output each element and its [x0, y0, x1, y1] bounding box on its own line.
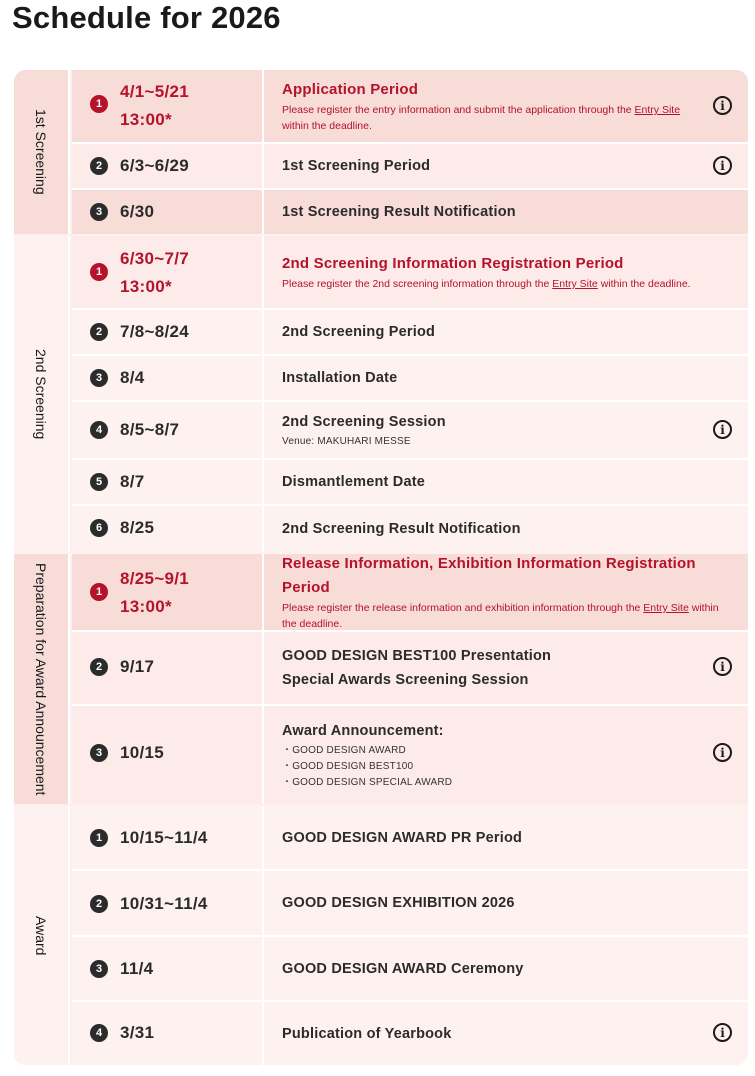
- step-number: 3: [90, 960, 108, 978]
- date: 9/17: [120, 657, 155, 676]
- event-title-secondary: Special Awards Screening Session: [282, 672, 529, 688]
- table-row: [72, 871, 748, 937]
- info-icon[interactable]: i: [713, 657, 732, 676]
- table-row: [72, 806, 748, 871]
- info-icon[interactable]: i: [713, 420, 732, 439]
- table-row: [72, 402, 748, 460]
- event-title: GOOD DESIGN BEST100 Presentation: [282, 648, 552, 664]
- date: 6/30~7/7 13:00*: [120, 249, 190, 296]
- info-icon[interactable]: i: [713, 156, 732, 175]
- entry-site-link[interactable]: Entry Site: [552, 278, 598, 290]
- event-title: Installation Date: [282, 370, 398, 386]
- step-number: 2: [90, 658, 108, 676]
- table-row: [72, 70, 748, 144]
- table-row: [72, 310, 748, 356]
- event-title: 2nd Screening Period: [282, 324, 436, 340]
- step-number: 4: [90, 421, 108, 439]
- date: 4/1~5/21 13:00*: [120, 82, 190, 129]
- event-note: Please register the 2nd screening information through the Entry Site within the deadline.: [282, 278, 691, 290]
- entry-site-link[interactable]: Entry Site: [634, 104, 681, 116]
- step-number: 2: [90, 895, 108, 913]
- section-label: Award: [14, 806, 70, 1065]
- step-number: 3: [90, 744, 108, 762]
- date: 8/4: [120, 368, 145, 387]
- table-row: [72, 554, 748, 632]
- award-list-item: ・GOOD DESIGN SPECIAL AWARD: [282, 777, 453, 788]
- event-title: Award Announcement:: [282, 723, 444, 739]
- section-award-preparation: [14, 554, 748, 804]
- page-title: Schedule for 2026: [12, 0, 281, 35]
- event-title: Release Information, Exhibition Information Registration Period: [282, 555, 696, 596]
- section-label: 2nd Screening: [14, 236, 70, 552]
- date: 10/15~11/4: [120, 828, 208, 847]
- table-row: [72, 937, 748, 1002]
- schedule-table: [14, 70, 748, 1065]
- info-icon[interactable]: i: [713, 1023, 732, 1042]
- section-label: 1st Screening: [14, 70, 70, 234]
- step-number: 2: [90, 323, 108, 341]
- date: 10/31~11/4: [120, 894, 208, 913]
- info-icon[interactable]: i: [713, 743, 732, 762]
- date: 8/5~8/7: [120, 420, 180, 439]
- date: 8/25: [120, 518, 155, 537]
- section-award: [14, 806, 748, 1065]
- event-title: Publication of Yearbook: [282, 1025, 452, 1042]
- step-number: 1: [90, 263, 108, 281]
- date: 10/15: [120, 743, 165, 762]
- date: 8/7: [120, 472, 145, 491]
- info-icon[interactable]: i: [713, 96, 732, 115]
- event-title: 2nd Screening Result Notification: [282, 521, 521, 537]
- event-title: Dismantlement Date: [282, 474, 425, 490]
- table-row: [72, 236, 748, 310]
- step-number: 4: [90, 1024, 108, 1042]
- step-number: 1: [90, 95, 108, 113]
- step-number: 5: [90, 473, 108, 491]
- award-list-item: ・GOOD DESIGN BEST100: [282, 761, 414, 772]
- step-number: 1: [90, 829, 108, 847]
- date: 6/3~6/29: [120, 156, 190, 175]
- table-row: [72, 706, 748, 804]
- table-row: [72, 1002, 748, 1065]
- table-row: [72, 632, 748, 706]
- step-number: 6: [90, 519, 108, 537]
- date: 8/25~9/1 13:00*: [120, 569, 190, 616]
- table-row: [72, 190, 748, 234]
- event-title: GOOD DESIGN AWARD PR Period: [282, 829, 523, 846]
- date: 3/31: [120, 1023, 155, 1042]
- entry-site-link[interactable]: Entry Site: [643, 602, 689, 614]
- event-note: Please register the entry information and submit the application through the Entry Site within the deadline.: [282, 104, 681, 132]
- event-title: GOOD DESIGN EXHIBITION 2026: [282, 895, 515, 911]
- date: 11/4: [120, 959, 154, 978]
- step-number: 1: [90, 583, 108, 601]
- table-row: [72, 144, 748, 190]
- event-note: Please register the release information and exhibition information through the Entry Site within the deadline.: [282, 602, 719, 630]
- event-title: GOOD DESIGN AWARD Ceremony: [282, 960, 524, 977]
- event-venue: Venue: MAKUHARI MESSE: [282, 436, 411, 447]
- award-list-item: ・GOOD DESIGN AWARD: [282, 745, 406, 756]
- step-number: 3: [90, 369, 108, 387]
- date: 7/8~8/24: [120, 322, 190, 341]
- event-title: 2nd Screening Session: [282, 414, 446, 430]
- table-row: [72, 506, 748, 552]
- table-row: [72, 356, 748, 402]
- section-1st-screening: [14, 70, 748, 234]
- event-title: Application Period: [282, 81, 419, 98]
- event-title: 1st Screening Period: [282, 158, 431, 174]
- date: 6/30: [120, 202, 155, 221]
- table-row: [72, 460, 748, 506]
- event-title: 1st Screening Result Notification: [282, 204, 516, 220]
- section-2nd-screening: [14, 236, 748, 552]
- section-label: Preparation for Award Announcement: [14, 554, 70, 804]
- step-number: 2: [90, 157, 108, 175]
- step-number: 3: [90, 203, 108, 221]
- event-title: 2nd Screening Information Registration Period: [282, 255, 624, 272]
